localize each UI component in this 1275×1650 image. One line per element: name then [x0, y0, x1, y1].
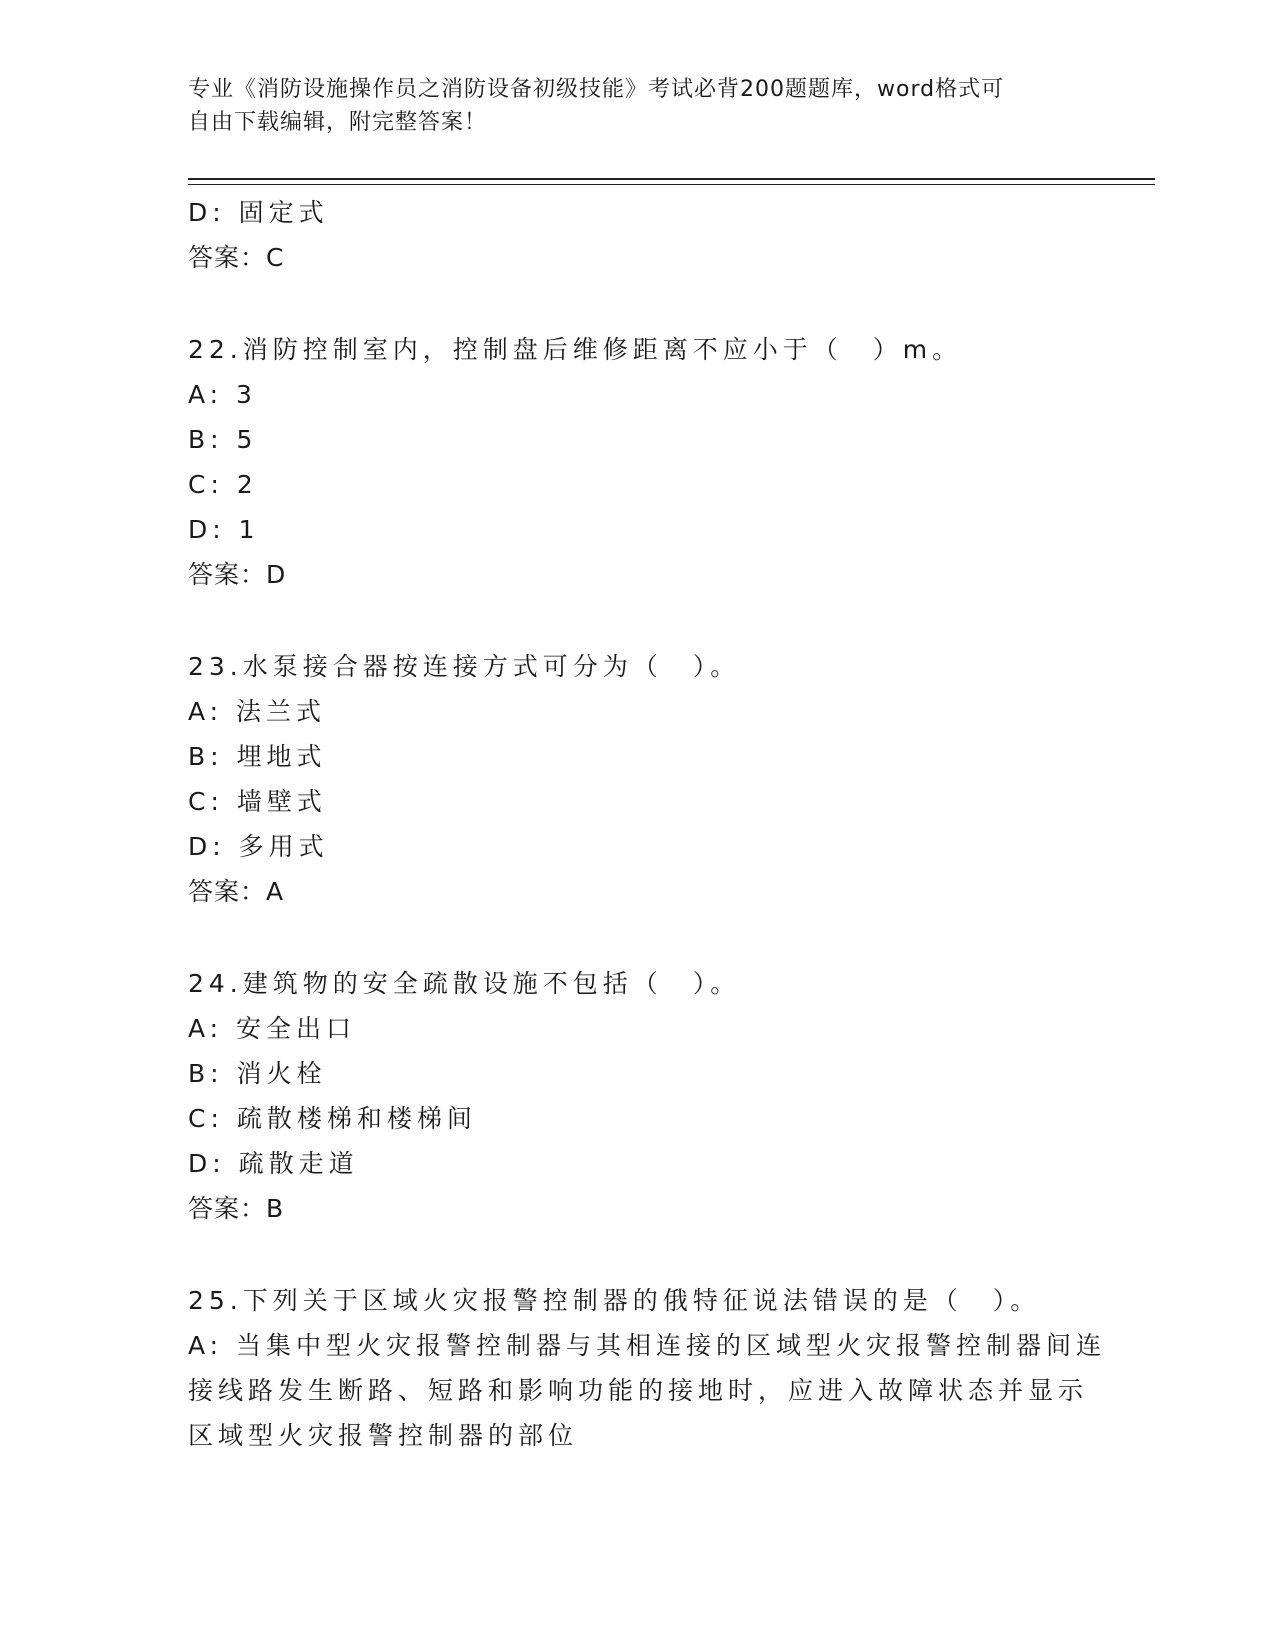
option-a: A: 法兰式	[188, 697, 327, 726]
option-a: A: 安全出口	[188, 1014, 357, 1043]
question-22	[188, 327, 1088, 597]
answer-line: 答案：C	[188, 243, 285, 272]
answer-line: 答案：D	[188, 560, 287, 589]
question-23	[188, 644, 1088, 914]
header-line-2: 自由下载编辑，附完整答案！	[188, 110, 488, 135]
header-rule-thin	[188, 184, 1155, 185]
header-rule-thick	[188, 178, 1155, 180]
option-c: C: 疏散楼梯和楼梯间	[188, 1104, 477, 1133]
question-25	[188, 1278, 1107, 1458]
option-b: B: 埋地式	[188, 742, 327, 771]
document-body	[188, 190, 1107, 1458]
header-line-1: 专业《消防设施操作员之消防设备初级技能》考试必背200题题库，word格式可	[188, 77, 1005, 102]
question-stem: 24.建筑物的安全疏散设施不包括（ ）。	[188, 969, 741, 998]
option-a-line-1: A: 当集中型火灾报警控制器与其相连接的区域型火灾报警控制器间连	[188, 1331, 1107, 1360]
option-a: A: 3	[188, 380, 257, 409]
question-stem: 23.水泵接合器按连接方式可分为（ ）。	[188, 652, 741, 681]
option-a-line-3: 区域型火灾报警控制器的部位	[188, 1421, 579, 1450]
question-stem: 25.下列关于区域火灾报警控制器的俄特征说法错误的是（ ）。	[188, 1286, 1041, 1315]
answer-line: 答案：A	[188, 877, 285, 906]
question-24	[188, 961, 1088, 1231]
option-b: B: 消火栓	[188, 1059, 327, 1088]
option-d: D: 多用式	[188, 832, 329, 861]
option-d: D: 疏散走道	[188, 1149, 359, 1178]
document-header	[188, 73, 1088, 139]
option-a-line-2: 接线路发生断路、短路和影响功能的接地时，应进入故障状态并显示	[188, 1376, 1089, 1405]
option-c: C: 2	[188, 470, 258, 499]
option-c: C: 墙壁式	[188, 787, 327, 816]
answer-line: 答案：B	[188, 1194, 285, 1223]
option-d: D: 1	[188, 515, 260, 544]
option-b: B: 5	[188, 425, 258, 454]
option-d: D: 固定式	[188, 198, 329, 227]
question-stem: 22.消防控制室内，控制盘后维修距离不应小于（ ）m。	[188, 335, 963, 364]
question-21-tail	[188, 190, 1088, 280]
